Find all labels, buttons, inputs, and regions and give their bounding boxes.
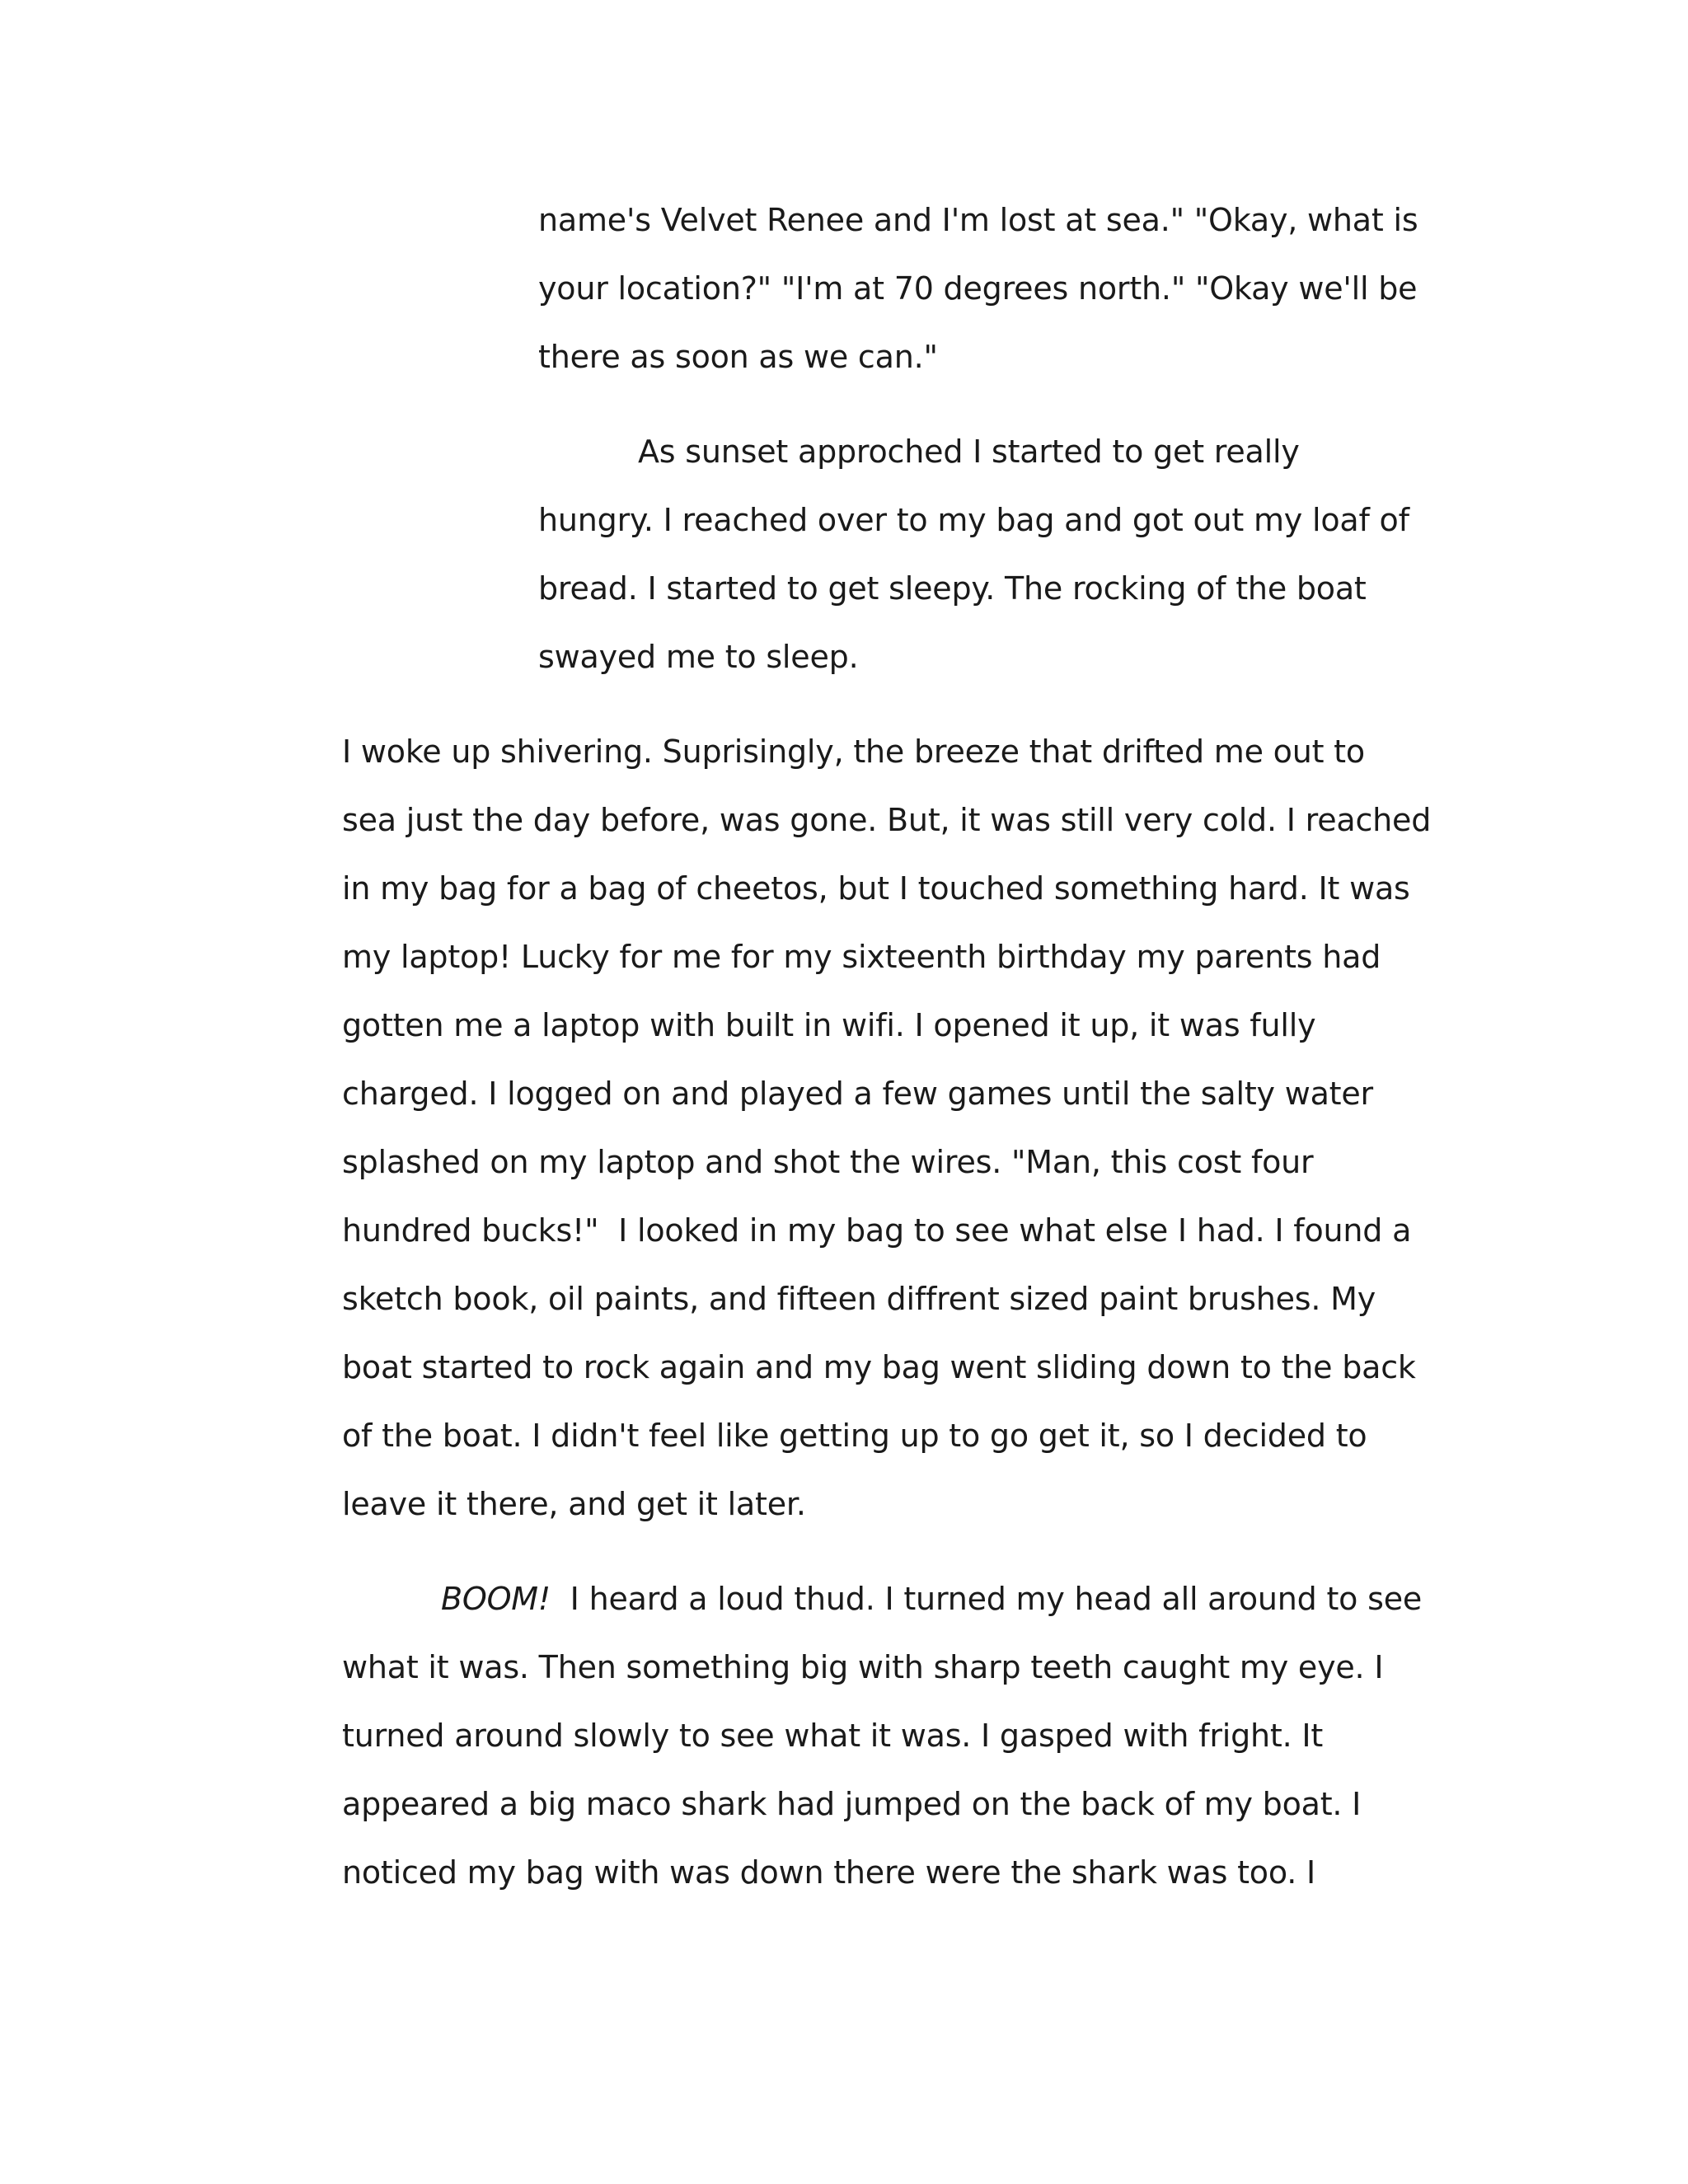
- text-line: appeared a big maco shark had jumped on the back of my boat. I: [342, 1786, 1362, 1822]
- text-line: boat started to rock again and my bag went sliding down to the back: [342, 1349, 1416, 1385]
- text-line: turned around slowly to see what it was. I gasped with fright. It: [342, 1718, 1324, 1754]
- text-line: leave it there, and get it later.: [342, 1486, 806, 1522]
- text-line: your location?" "I'm at 70 degrees north." "Okay we'll be: [538, 270, 1418, 307]
- text-line: my laptop! Lucky for me for my sixteenth birthday my parents had: [342, 939, 1381, 975]
- text-line: [441, 1565, 1422, 1633]
- text-line: gotten me a laptop with built in wifi. I opened it up, it was fully: [342, 1007, 1316, 1043]
- text-line: sketch book, oil paints, and fifteen diffrent sized paint brushes. My: [342, 1281, 1376, 1317]
- text-line: of the boat. I didn't feel like getting up to go get it, so I decided to: [342, 1418, 1367, 1454]
- text-line: I woke up shivering. Suprisingly, the breeze that drifted me out to: [342, 733, 1365, 770]
- text-line: hundred bucks!" I looked in my bag to see what else I had. I found a: [342, 1212, 1412, 1249]
- text-line: name's Velvet Renee and I'm lost at sea." "Okay, what is: [538, 202, 1418, 238]
- text-line: splashed on my laptop and shot the wires. "Man, this cost four: [342, 1144, 1314, 1180]
- text-line: sea just the day before, was gone. But, it was still very cold. I reached: [342, 802, 1432, 838]
- text-line: in my bag for a bag of cheetos, but I touched something hard. It was: [342, 870, 1410, 907]
- text-line: noticed my bag with was down there were the shark was too. I: [342, 1854, 1315, 1891]
- text-line: As sunset approched I started to get really: [638, 434, 1300, 470]
- text-line: charged. I logged on and played a few games until the salty water: [342, 1076, 1373, 1112]
- text-line: hungry. I reached over to my bag and got out my loaf of: [538, 502, 1409, 538]
- text-line: what it was. Then something big with sharp teeth caught my eye. I: [342, 1649, 1384, 1685]
- text-line: bread. I started to get sleepy. The rocking of the boat: [538, 570, 1367, 607]
- text-line: there as soon as we can.": [538, 339, 938, 375]
- boom-emphasis: BOOM!: [441, 1581, 551, 1617]
- text-line-rest: I heard a loud thud. I turned my head all around to see: [550, 1581, 1423, 1617]
- text-line: swayed me to sleep.: [538, 639, 859, 675]
